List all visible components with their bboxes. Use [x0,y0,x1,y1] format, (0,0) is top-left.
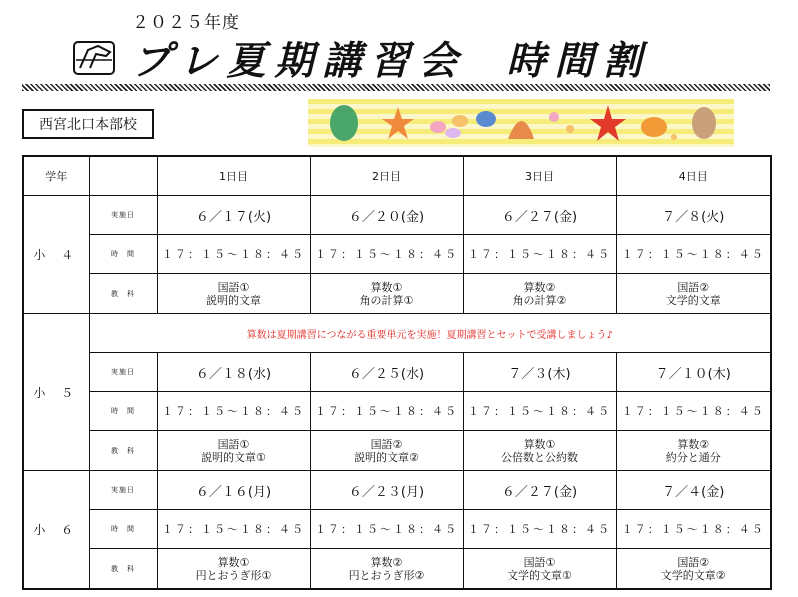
time-cell: １７：１５～１８：４５ [310,392,463,431]
subject-topic: 説明的文章① [201,450,266,464]
date-cell: ６／２７(金) [463,471,616,510]
subject-cell [616,274,771,314]
date-cell: ６／２０(金) [310,196,463,235]
subject-topic: 公倍数と公約数 [501,450,578,464]
subject-cell [463,274,616,314]
subject-cell [310,549,463,590]
row-label: 実施日 [89,353,157,392]
row-label: 教 科 [89,431,157,471]
row-label: 時 間 [89,392,157,431]
page-title [132,30,650,86]
date-cell: ７／１０(木) [616,353,771,392]
time-cell: １７：１５～１８：４５ [463,510,616,549]
grade-label: 小 ６ [23,471,89,590]
subject-name: 国語② [370,437,403,451]
grade-label: 小 ４ [23,196,89,314]
date-cell: ７／８(火) [616,196,771,235]
subject-name: 算数② [523,280,556,294]
label-header [89,156,157,196]
time-cell: １７：１５～１８：４５ [310,235,463,274]
subject-topic: 説明的文章 [206,293,261,307]
day-header: 1日目 [157,156,310,196]
table-row [23,196,771,235]
table-row [23,431,771,471]
subject-name: 国語① [217,437,250,451]
shell-icon [549,112,559,122]
subject-topic: 円とおうぎ形① [195,568,272,582]
subject-name: 国語① [523,555,556,569]
row-label: 教 科 [89,274,157,314]
date-cell: ６／１６(月) [157,471,310,510]
table-row [23,510,771,549]
subject-topic: 約分と通分 [665,450,721,464]
subject-topic: 円とおうぎ形② [348,568,425,582]
shell-icon [430,121,446,133]
title-sub: 時間割 [506,39,651,84]
subject-cell [157,431,310,471]
row-label: 教 科 [89,549,157,590]
subject-cell [310,431,463,471]
day-header: 2日目 [310,156,463,196]
shell-icon [476,111,496,127]
title-main: プレ夏期講習会 [132,39,467,84]
date-cell: ６／１８(水) [157,353,310,392]
subject-cell [157,549,310,590]
subject-topic: 角の計算① [359,293,414,307]
row-label: 時 間 [89,510,157,549]
subject-topic: 文学的文章 [665,293,721,307]
table-row [23,235,771,274]
time-cell: １７：１５～１８：４５ [616,392,771,431]
subject-name: 算数② [370,555,403,569]
divider [22,84,770,91]
subject-name: 算数② [677,437,710,451]
table-row [23,549,771,590]
date-cell: ７／３(木) [463,353,616,392]
subject-topic: 角の計算② [512,293,567,307]
row-label: 実施日 [89,471,157,510]
year-label: ２０２５年度 [132,13,240,33]
table-row [23,353,771,392]
subject-cell [463,549,616,590]
subject-cell [616,549,771,590]
shell-icon [671,134,677,140]
grade-header: 学年 [23,156,89,196]
horse-logo-icon [72,38,118,76]
time-cell: １７：１５～１８：４５ [616,510,771,549]
date-cell: ６／１７(火) [157,196,310,235]
shell-icon [330,105,358,141]
subject-cell [157,274,310,314]
subject-topic: 文学的文章② [660,568,726,582]
table-row [23,314,771,353]
time-cell: １７：１５～１８：４５ [157,510,310,549]
subject-name: 算数① [217,555,250,569]
notice-text: 算数は夏期講習につながる重要単元を実施！夏期講習とセットで受講しましょう♪ [89,314,771,353]
shell-icon [445,128,461,138]
date-cell: ７／４(金) [616,471,771,510]
grade-label: 小 ５ [23,314,89,471]
shell-icon [452,115,468,127]
subject-topic: 文学的文章① [507,568,572,582]
time-cell: １７：１５～１８：４５ [157,235,310,274]
subject-cell [310,274,463,314]
school-name: 西宮北口本部校 [22,109,154,139]
subject-cell [616,431,771,471]
subject-name: 国語② [677,555,710,569]
table-row [23,392,771,431]
schedule-table [22,155,772,590]
table-row [23,471,771,510]
date-cell: ６／２５(水) [310,353,463,392]
time-cell: １７：１５～１８：４５ [463,392,616,431]
seashell-banner [308,99,734,147]
row-label: 時 間 [89,235,157,274]
table-header-row [23,156,771,196]
table-row [23,274,771,314]
day-header: 4日目 [616,156,771,196]
time-cell: １７：１５～１８：４５ [157,392,310,431]
row-label: 実施日 [89,196,157,235]
time-cell: １７：１５～１８：４５ [310,510,463,549]
subject-name: 算数① [370,280,403,294]
date-cell: ６／２７(金) [463,196,616,235]
subject-name: 国語① [217,280,250,294]
date-cell: ６／２３(月) [310,471,463,510]
shell-icon [641,117,667,137]
subject-name: 算数① [523,437,556,451]
shell-icon [566,125,574,133]
time-cell: １７：１５～１８：４５ [616,235,771,274]
time-cell: １７：１５～１８：４５ [463,235,616,274]
shell-icon [692,107,716,139]
day-header: 3日目 [463,156,616,196]
subject-cell [463,431,616,471]
subject-topic: 説明的文章② [354,450,419,464]
subject-name: 国語② [677,280,710,294]
